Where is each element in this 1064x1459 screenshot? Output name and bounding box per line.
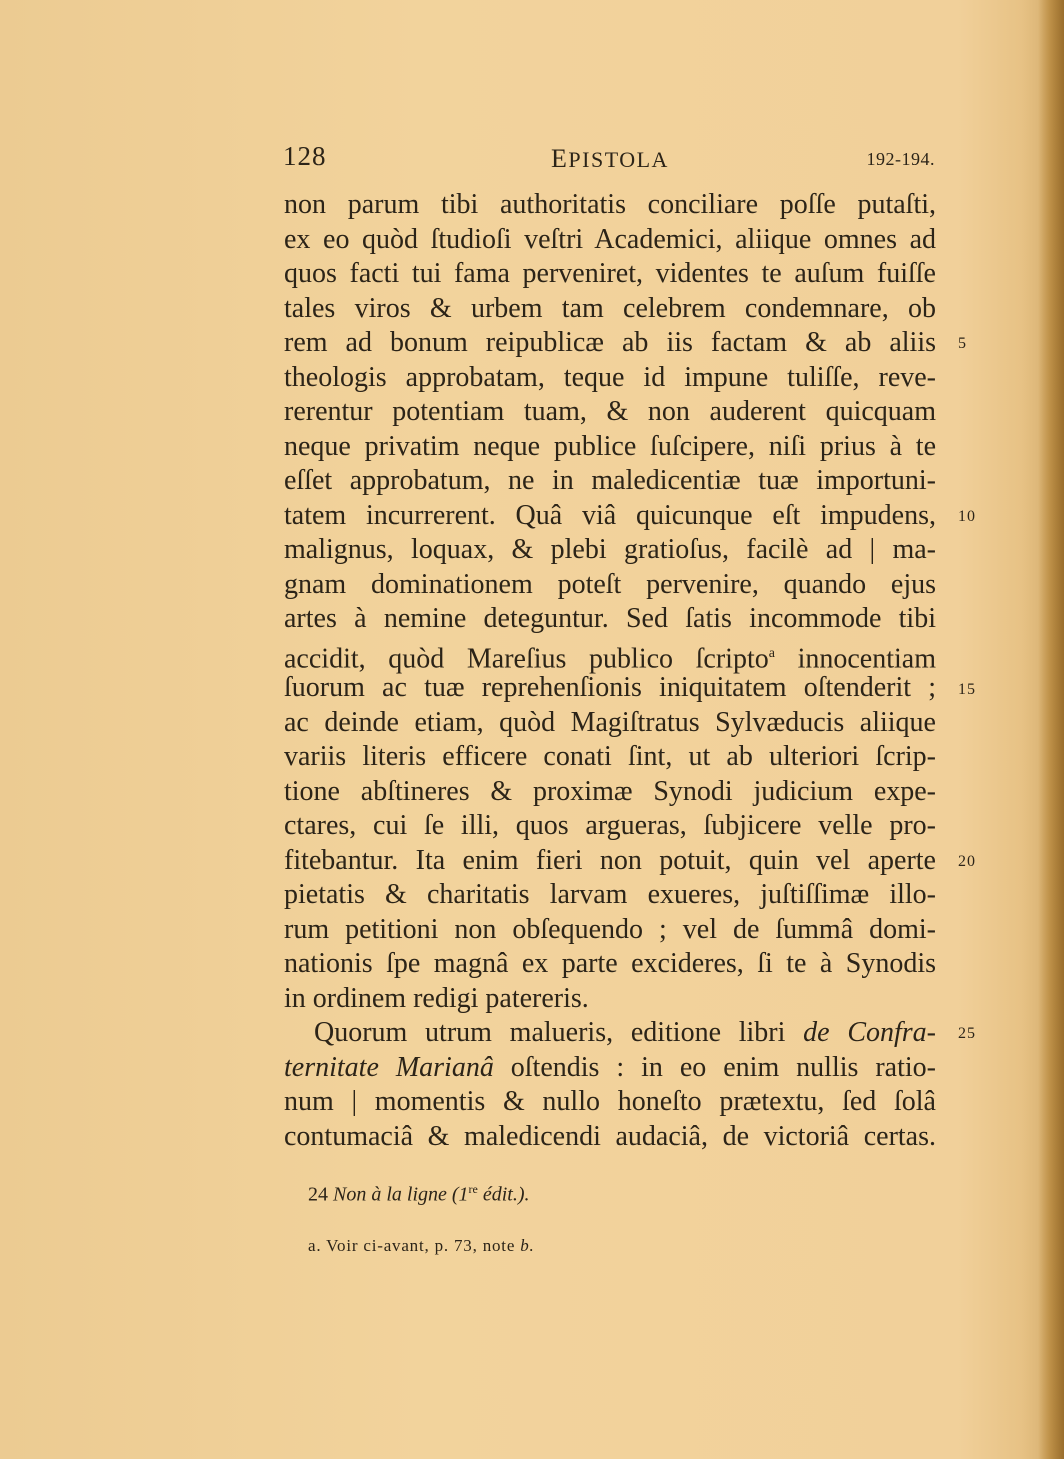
line-number: 20: [958, 853, 976, 870]
footnote-ref: a: [768, 645, 775, 661]
text-line: fitebantur. Ita enim fieri non potuit, quin vel aperte: [284, 844, 936, 876]
text-line: contumaciâ & maledicendi audaciâ, de victoriâ certas.: [284, 1120, 936, 1152]
text-line: num | momentis & nullo honeſto prætextu, ſed ſolâ: [284, 1086, 936, 1117]
text-line: eſſet approbatum, ne in maledicentiæ tuæ importuni-: [284, 465, 936, 496]
reference-footnote: a. Voir ci-avant, p. 73, note b.: [308, 1236, 535, 1255]
variant-footnote: 24 Non à la ligne (1re édit.).: [308, 1182, 530, 1206]
text-line: Quorum utrum malueris, editione libri de Confra-: [314, 1017, 936, 1048]
text-line: tione abſtineres & proximæ Synodi judicium expe-: [284, 775, 936, 807]
text-line: rem ad bonum reipublicæ ab iis factam & ab aliis: [284, 327, 936, 358]
text-line: artes à nemine deteguntur. Sed ſatis incommode tibi: [284, 603, 936, 634]
text-line: accidit, quòd Mareſius publico ſcripto$^a$ innocentiam: [284, 642, 936, 674]
text-line: quos facti tui fama perveniret, videntes te auſum fuiſſe: [284, 258, 936, 289]
latin-text: [284, 188, 936, 1154]
text-line: nationis ſpe magnâ ex parte excideres, ſi te à Synodis: [284, 948, 936, 979]
line-number: 25: [958, 1025, 976, 1042]
text-line: theologis approbatam, teque id impune tuliſſe, reve-: [284, 361, 936, 393]
text-line: non parum tibi authoritatis conciliare poſſe putaſti,: [284, 189, 936, 220]
text-line: malignus, loquax, & plebi gratioſus, facilè ad | ma-: [284, 534, 936, 565]
page-number: 128: [283, 141, 327, 171]
page-edge-shadow: [1038, 0, 1064, 1459]
running-title: EPISTOLA: [551, 144, 669, 173]
text-line: variis literis efficere conati ſint, ut ab ulteriori ſcrip-: [284, 741, 936, 772]
running-head: [283, 141, 935, 177]
text-line: ac deinde etiam, quòd Magiſtratus Sylvæducis aliique: [284, 706, 936, 738]
text-line: in ordinem redigi patereris.: [284, 982, 589, 1014]
text-line: tatem incurrerent. Quâ viâ quicunque eſt impudens,: [284, 499, 936, 531]
text-line: tales viros & urbem tam celebrem condemnare, ob: [284, 292, 936, 324]
line-number: 10: [958, 508, 976, 525]
text-line: pietatis & charitatis larvam exueres, juſtiſſimæ illo-: [284, 879, 936, 910]
text-line: rum petitioni non obſequendo ; vel de ſummâ domi-: [284, 913, 936, 945]
text-line: rerentur potentiam tuam, & non auderent quicquam: [284, 396, 936, 427]
text-line: ſuorum ac tuæ reprehenſionis iniquitatem oſtenderit ;: [284, 672, 936, 703]
text-line: ex eo quòd ſtudioſi veſtri Academici, aliique omnes ad: [284, 223, 936, 255]
line-number: 5: [958, 335, 967, 352]
text-line: neque privatim neque publice ſuſcipere, niſi prius à te: [284, 430, 936, 462]
line-number: 15: [958, 681, 976, 698]
text-line: ternitate Marianâ oſtendis : in eo enim nullis ratio-: [284, 1051, 936, 1083]
page-range: 192-194.: [866, 149, 935, 169]
text-line: ctares, cui ſe illi, quos argueras, ſubjicere velle pro-: [284, 810, 936, 841]
text-line: gnam dominationem poteſt pervenire, quando ejus: [284, 568, 936, 600]
